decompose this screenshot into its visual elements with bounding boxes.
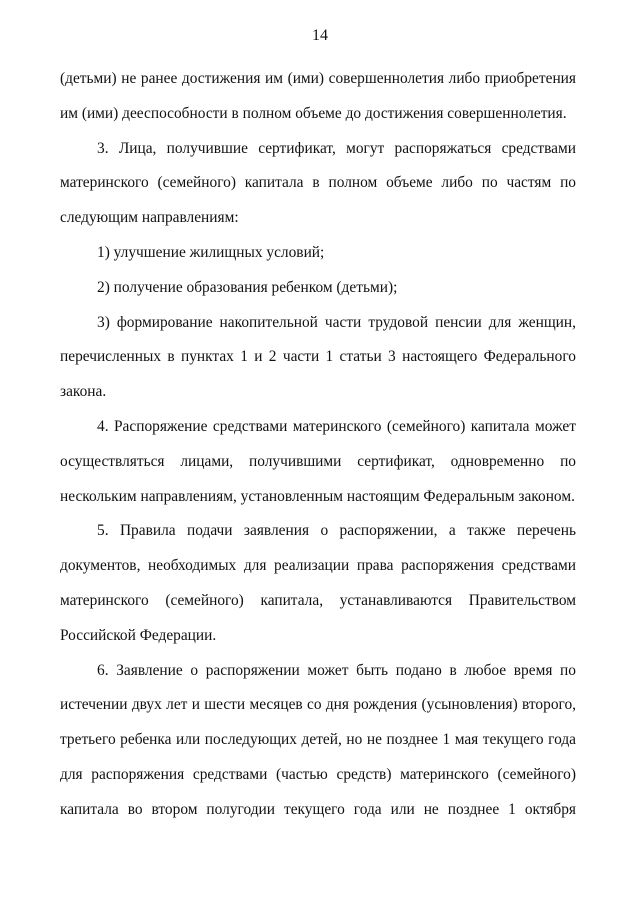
paragraph-clause-5: 5. Правила подачи заявления о распоряжении, а также перечень документов, необходимых для реализации права распоряжения средствами материнского (семейного) капитала, устанавливаются Правительством Российской Федерации. <box>60 522 576 644</box>
list-item-housing: 1) улучшение жилищных условий; <box>97 243 325 261</box>
page-number: 14 <box>312 27 328 44</box>
paragraph-clause-4: 4. Распоряжение средствами материнского (семейного) капитала может осуществляться лицами, получившими сертификат, одновременно по нескольким направлениям, установленным настоящим Федеральным законом. <box>60 417 576 505</box>
paragraph-clause-6: 6. Заявление о распоряжении может быть подано в любое время по истечении двух лет и шести месяцев со дня рождения (усыновления) второго, третьего ребенка или последующих детей, но не позднее 1 мая текущего года для распоряжения средствами (частью средств) материнского (семейного) капитала во втором полугодии текущего года или не позднее 1 октября <box>60 661 576 818</box>
list-item-education: 2) получение образования ребенком (детьми); <box>97 278 398 296</box>
document-body <box>60 62 576 828</box>
list-item-pension: 3) формирование накопительной части трудовой пенсии для женщин, перечисленных в пунктах 1 и 2 части 1 статьи 3 настоящего Федерального закона. <box>60 313 576 401</box>
paragraph-clause-3: 3. Лица, получившие сертификат, могут распоряжаться средствами материнского (семейного) капитала в полном объеме либо по частям по следующим направлениям: <box>60 139 576 227</box>
paragraph-continuation: (детьми) не ранее достижения им (ими) совершеннолетия либо приобретения им (ими) дееспособности в полном объеме до достижения совершеннолетия. <box>60 70 576 122</box>
